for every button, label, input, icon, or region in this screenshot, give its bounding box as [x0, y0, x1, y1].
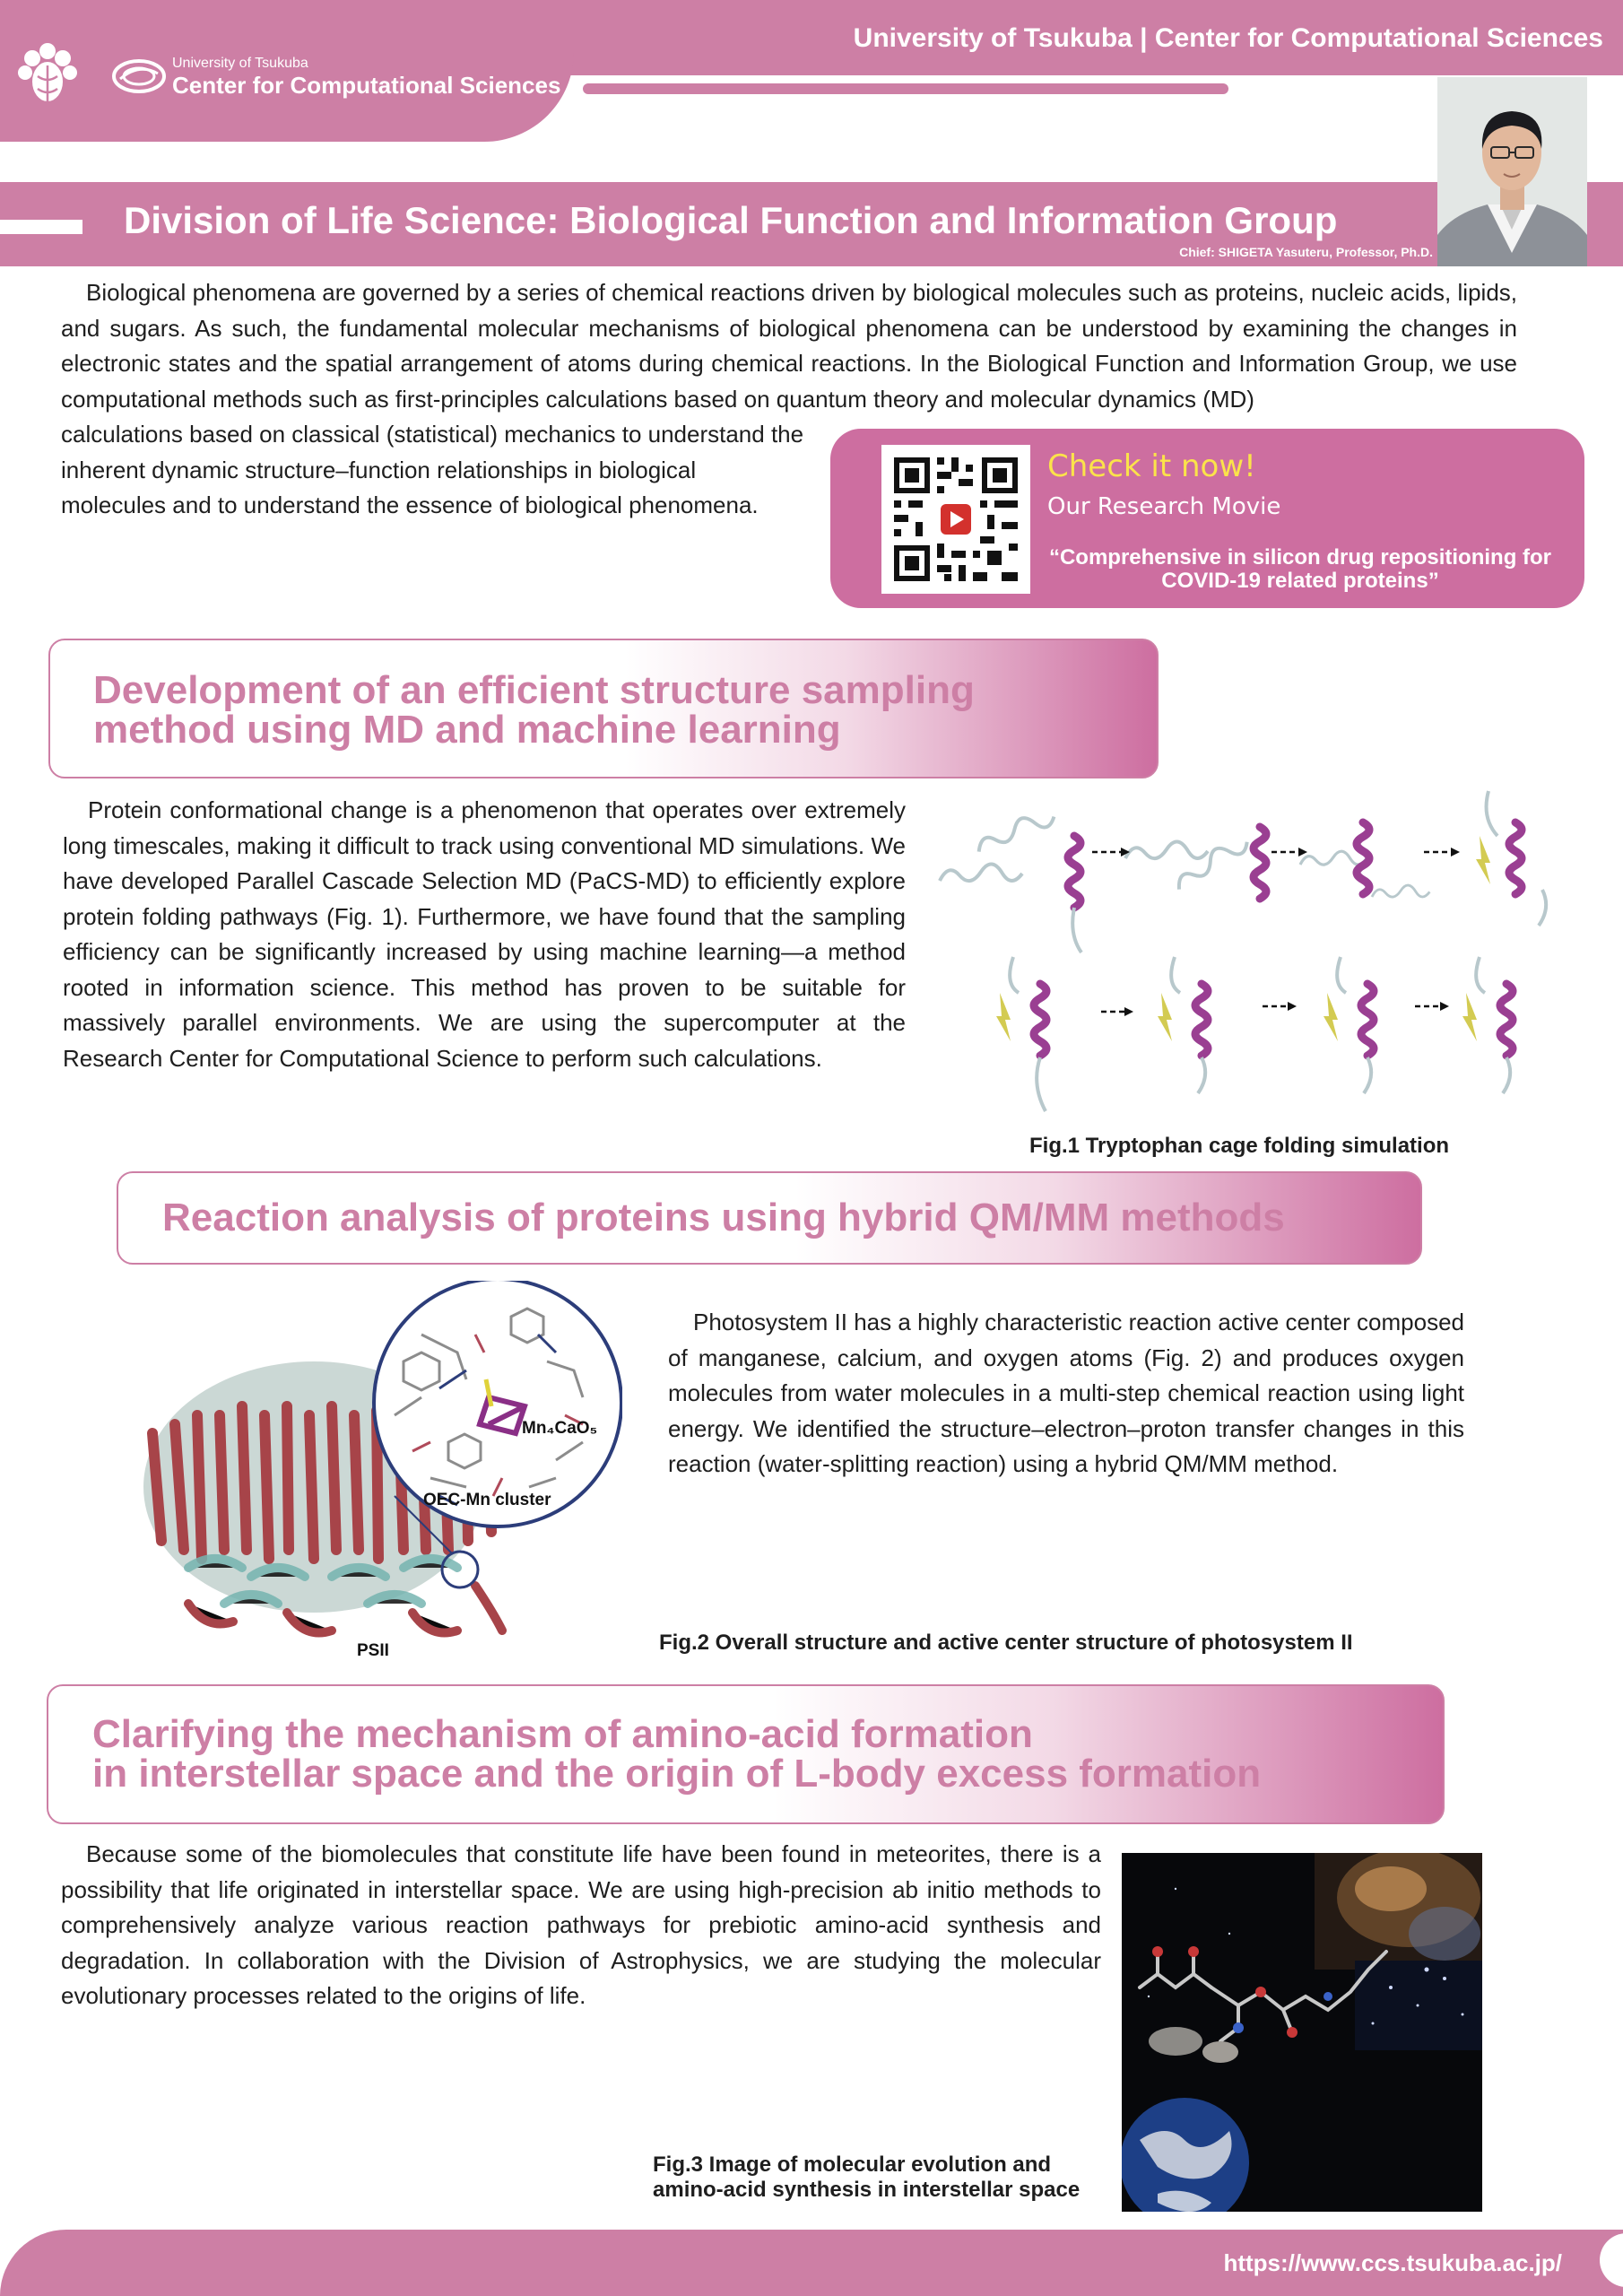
- figure-3-caption-line-2: amino-acid synthesis in interstellar space: [653, 2178, 1081, 2202]
- fig1-structure-3: [1300, 822, 1429, 897]
- fig2-label-mn: Mn₄CaO₅: [522, 1419, 598, 1438]
- check-it-now-text: Check it now!: [1047, 448, 1256, 484]
- fig2-label-psii: PSII: [357, 1641, 389, 1660]
- intro-paragraph-continued: calculations based on classical (statistical) mechanics to understand the inherent dynamic structure–function relationships in biological molecules and to understand the essence of biological phenomena.: [61, 421, 804, 518]
- research-movie-title: “Comprehensive in silicon drug repositioning for COVID-19 related proteins”: [1048, 545, 1552, 593]
- section-1-title-line-1: Development of an efficient structure sampling: [93, 668, 975, 712]
- section-1-title: [93, 668, 1124, 752]
- fig1-structure-8: [1462, 957, 1513, 1093]
- chief-portrait-image: [1437, 77, 1587, 266]
- fig1-structure-2: [1125, 827, 1266, 899]
- section-3-title-line-1: Clarifying the mechanism of amino-acid formation: [92, 1712, 1033, 1756]
- header-site-title: University of Tsukuba | Center for Computational Sciences: [853, 23, 1603, 53]
- section-3-title-line-2: in interstellar space and the origin of L-body excess formation: [92, 1752, 1262, 1796]
- figure-2-caption: Fig.2 Overall structure and active center structure of photosystem II: [659, 1631, 1353, 1655]
- logo-center-text: Center for Computational Sciences: [172, 72, 561, 99]
- research-movie-label: Our Research Movie: [1047, 493, 1281, 520]
- ccs-logo-icon: [111, 57, 167, 95]
- fig1-structure-5: [996, 957, 1046, 1111]
- figure-3-caption-line-1: Fig.3 Image of molecular evolution and: [653, 2152, 1052, 2177]
- division-band-accent: [0, 220, 82, 234]
- section-3-title: [92, 1712, 1393, 1796]
- section-1-title-line-2: method using MD and machine learning: [93, 708, 841, 752]
- logo-university-text: University of Tsukuba: [172, 56, 308, 71]
- section-3-body: Because some of the biomolecules that constitute life have been found in meteorites, there is a possibility that life originated in interstellar space. We are using high-precision ab initio methods to comprehensively analyze various reaction pathways for prebiotic amino-acid synthesis and degradation. In collaboration with the Division of Astrophysics, we are studying the molecular evolutionary processes related to the origins of life.: [61, 1840, 1101, 2009]
- fig1-structure-7: [1324, 957, 1374, 1093]
- figure-3-interstellar-image: [1122, 1853, 1482, 2212]
- fig1-structure-4: [1476, 791, 1546, 926]
- figure-1-caption: Fig.1 Tryptophan cage folding simulation: [1029, 1134, 1450, 1158]
- figure-1-folding-image: [933, 782, 1569, 1114]
- fig2-label-oec: OEC-Mn cluster: [423, 1491, 551, 1509]
- university-crest-icon: [16, 40, 79, 107]
- division-chief: Chief: SHIGETA Yasuteru, Professor, Ph.D.: [1179, 245, 1433, 259]
- qr-code-icon[interactable]: [881, 445, 1030, 594]
- footer-url-link[interactable]: https://www.ccs.tsukuba.ac.jp/: [1223, 2249, 1562, 2276]
- section-2-title: Reaction analysis of proteins using hybrid QM/MM methods: [162, 1196, 1285, 1239]
- figure-2-photosystem-image: [135, 1281, 622, 1672]
- fig1-structure-1: [940, 808, 1081, 952]
- section-1-body: Protein conformational change is a phenomenon that operates over extremely long timescales, making it difficult to track using conventional MD simulations. We have developed Parallel Cascade Selection MD (PaCS-MD) to efficiently explore protein folding pathways (Fig. 1). Furthermore, we have found that the sampling efficiency can be significantly increased by using machine learning—a method rooted in information science. This method has proven to be suitable for massively parallel environments. We are using the supercomputer at the Research Center for Computational Science to perform such calculations.: [63, 796, 906, 1072]
- header-divider-line: [583, 83, 1228, 94]
- fig1-structure-6: [1158, 957, 1208, 1093]
- division-title: Division of Life Science: Biological Function and Information Group: [124, 199, 1338, 241]
- intro-paragraph: Biological phenomena are governed by a series of chemical reactions driven by biological molecules such as proteins, nucleic acids, lipids, and sugars. As such, the fundamental molecular mechanisms of biological phenomena can be understood by examining the changes in electronic states and the spatial arrangement of atoms during chemical reactions. In the Biological Function and Information Group, we use computational methods such as first-principles calculations based on quantum theory and molecular dynamics (MD): [61, 279, 1517, 413]
- figure-3-caption: [653, 2152, 1080, 2203]
- section-2-body: Photosystem II has a highly characteristic reaction active center composed of manganese, calcium, and oxygen atoms (Fig. 2) and produces oxygen molecules from water molecules in a multi-step chemical reaction using light energy. We identified the structure–electron–proton transfer changes in this reaction (water-splitting reaction) using a hybrid QM/MM method.: [668, 1309, 1464, 1477]
